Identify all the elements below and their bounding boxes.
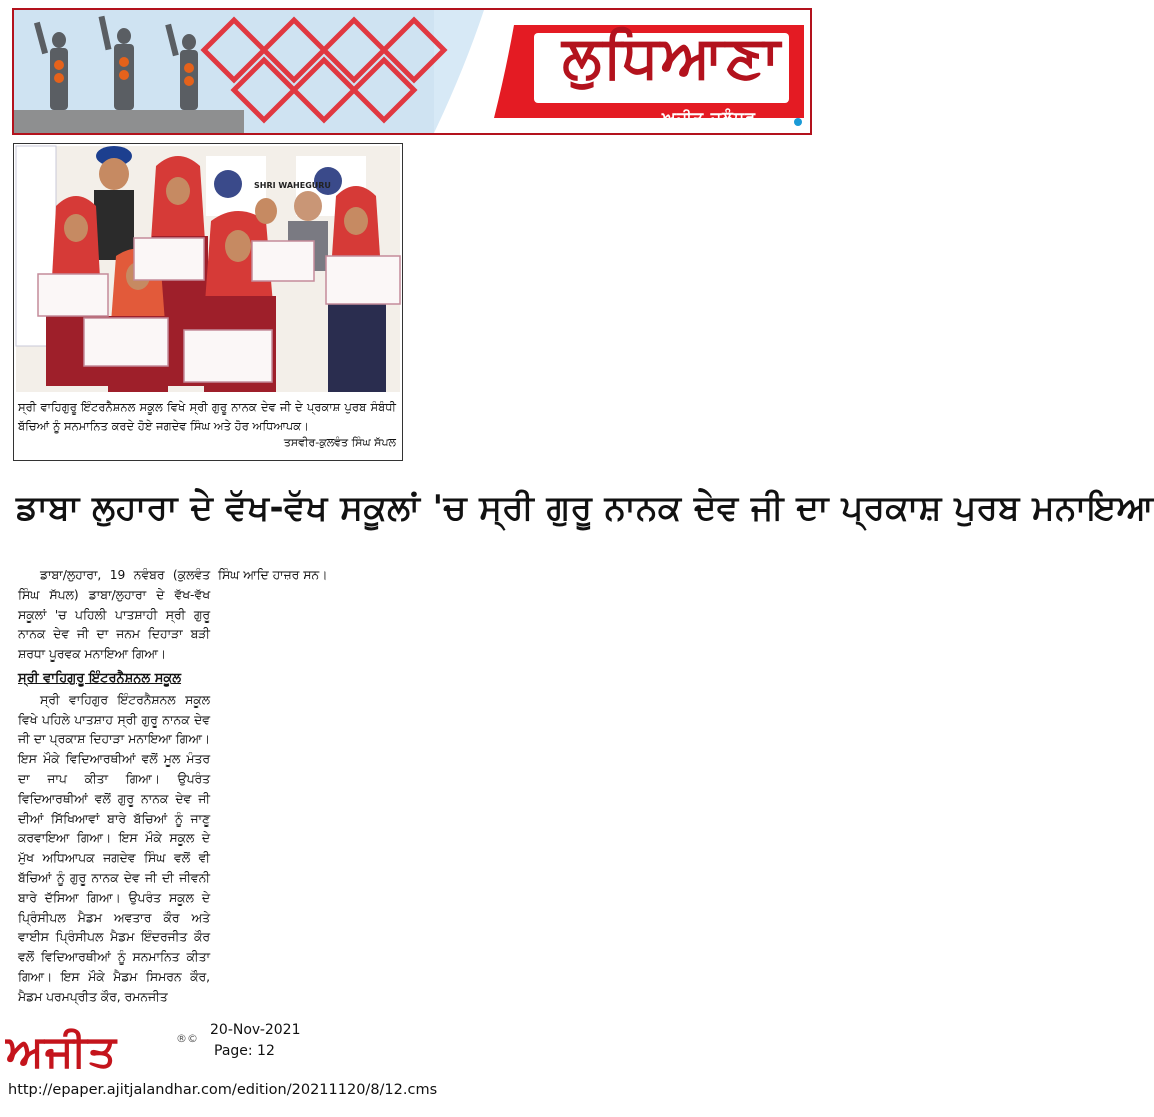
article-column-2 (218, 566, 398, 586)
photo-credit: ਤਸਵੀਰ-ਕੁਲਵੰਤ ਸਿੰਘ ਸੱਪਲ (283, 436, 396, 449)
article-continuation: ਸਿੰਘ ਆਦਿ ਹਾਜ਼ਰ ਸਨ। (218, 568, 328, 582)
masthead-edition-label: ਅਜੀਤ ਜਲੰਧਰ (661, 108, 756, 127)
edition-date: 20-Nov-2021 (210, 1022, 301, 1038)
article-headline: ਡਾਬਾ ਲੁਹਾਰਾ ਦੇ ਵੱਖ-ਵੱਖ ਸਕੂਲਾਂ 'ਚ ਸ੍ਰੀ ਗੁਰੂ ਨਾਨਕ ਦੇਵ ਜੀ ਦਾ ਪ੍ਰਕਾਸ਼ ਪੁਰਬ ਮਨਾਇਆ (16, 488, 1154, 528)
masthead-banner (12, 8, 812, 135)
article-body: ਸ੍ਰੀ ਵਾਹਿਗੁਰ ਇੰਟਰਨੈਸ਼ਨਲ ਸਕੂਲ ਵਿਖੇ ਪਹਿਲੇ ਪਾਤਸ਼ਾਹ ਸ੍ਰੀ ਗੁਰੂ ਨਾਨਕ ਦੇਵ ਜੀ ਦਾ ਪ੍ਰਕਾਸ਼ ਦਿਹਾੜਾ ਮਨਾਇਆ ਗਿਆ। ਇਸ ਮੌਕੇ ਵਿਦਿਆਰਥੀਆਂ ਵਲੋਂ ਮੂਲ ਮੰਤਰ ਦਾ ਜਾਪ ਕੀਤਾ ਗਿਆ। ਉਪਰੰਤ ਵਿਦਿਆਰਥੀਆਂ ਵਲੋਂ ਗੁਰੂ ਨਾਨਕ ਦੇਵ ਜੀ ਦੀਆਂ ਸਿੱਖਿਆਵਾਂ ਬਾਰੇ ਬੱਚਿਆਂ ਨੂੰ ਜਾਣੂ ਕਰਵਾਇਆ ਗਿਆ। ਇਸ ਮੌਕੇ ਸਕੂਲ ਦੇ ਮੁੱਖ ਅਧਿਆਪਕ ਜਗਦੇਵ ਸਿੰਘ ਵਲੋਂ ਵੀ ਬੱਚਿਆਂ ਨੂੰ ਗੁਰੂ ਨਾਨਕ ਦੇਵ ਜੀ ਦੀ ਜੀਵਨੀ ਬਾਰੇ ਦੱਸਿਆ ਗਿਆ। ਉਪਰੰਤ ਸਕੂਲ ਦੇ ਪ੍ਰਿੰਸੀਪਲ ਮੈਡਮ ਅਵਤਾਰ ਕੌਰ ਅਤੇ ਵਾਈਸ ਪ੍ਰਿੰਸੀਪਲ ਮੈਡਮ ਇੰਦਰਜੀਤ ਕੌਰ ਵਲੋਂ ਵਿਦਿਆਰਥੀਆਂ ਨੂੰ ਸਨਮਾਨਿਤ ਕੀਤਾ ਗਿਆ। ਇਸ ਮੌਕੇ ਮੈਡਮ ਸਿਮਰਨ ਕੌਰ, ਮੈਡਮ ਪਰਮਪ੍ਰੀਤ ਕੌਰ, ਰਮਨਜੀਤ (18, 692, 210, 1004)
photo-box (13, 143, 403, 461)
article-subheading: ਸ੍ਰੀ ਵਾਹਿਗੁਰੂ ਇੰਟਰਨੈਸ਼ਨਲ ਸਕੂਲ (18, 670, 182, 686)
epaper-url[interactable]: http://epaper.ajitjalandhar.com/edition/20211120/8/12.cms (8, 1082, 438, 1098)
students-photo-illustration (16, 146, 400, 392)
ajit-logo: ਅਜੀਤ (6, 1026, 117, 1077)
students-photo (16, 146, 400, 392)
article-column-1 (18, 566, 210, 1008)
masthead-city-title: ਲੁਧਿਆਣਾ (562, 23, 782, 91)
photo-caption: ਸ੍ਰੀ ਵਾਹਿਗੁਰੂ ਇੰਟਰਨੈਸ਼ਨਲ ਸਕੂਲ ਵਿਖੇ ਸ੍ਰੀ ਗੁਰੂ ਨਾਨਕ ਦੇਵ ਜੀ ਦੇ ਪ੍ਰਕਾਸ਼ ਪੁਰਬ ਸੰਬੰਧੀ ਬੱਚਿਆਂ ਨੂੰ ਸਨਮਾਨਿਤ ਕਰਦੇ ਹੋਏ ਜਗਦੇਵ ਸਿੰਘ ਅਤੇ ਹੋਰ ਅਧਿਆਪਕ। (18, 400, 396, 433)
registered-mark: ®© (176, 1032, 198, 1045)
page-number: Page: 12 (214, 1043, 275, 1059)
article-intro: ਡਾਬਾ/ਲੁਹਾਰਾ, 19 ਨਵੰਬਰ (ਕੁਲਵੰਤ ਸਿੰਘ ਸੱਪਲ) ਡਾਬਾ/ਲੁਹਾਰਾ ਦੇ ਵੱਖ-ਵੱਖ ਸਕੂਲਾਂ 'ਚ ਪਹਿਲੀ ਪਾਤਸ਼ਾਹੀ ਸ੍ਰੀ ਗੁਰੂ ਨਾਨਕ ਦੇਵ ਜੀ ਦਾ ਜਨਮ ਦਿਹਾੜਾ ਬੜੀ ਸ਼ਰਧਾ ਪੂਰਵਕ ਮਨਾਇਆ ਗਿਆ। (18, 568, 210, 662)
school-banner-text: SHRI WAHEGURU (254, 181, 331, 190)
